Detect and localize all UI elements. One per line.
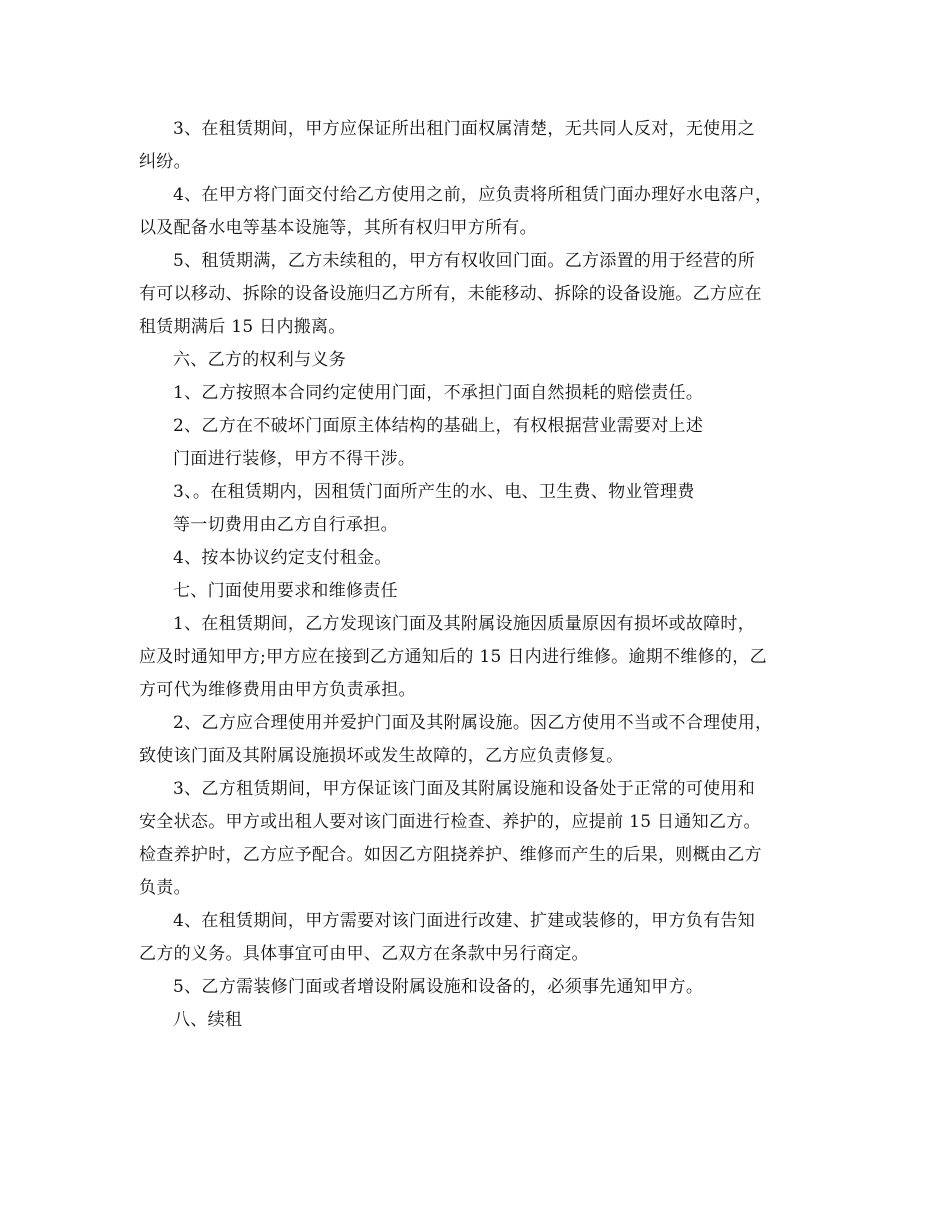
text-line: 5、乙方需装修门面或者增设附属设施和设备的，必须事先通知甲方。 (173, 977, 704, 997)
text-line: 七、门面使用要求和维修责任 (173, 581, 398, 601)
text-line: 八、续租 (173, 1010, 243, 1030)
text-line: 2、乙方应合理使用并爱护门面及其附属设施。因乙方使用不当或不合理使用， (173, 713, 773, 733)
text-line: 乙方的义务。具体事宜可由甲、乙双方在条款中另行商定。 (139, 944, 589, 964)
text-line: 3、。在租赁期内，因租赁门面所产生的水、电、卫生费、物业管理费 (173, 482, 695, 502)
text-line: 门面进行装修，甲方不得干涉。 (173, 449, 416, 469)
text-line: 4、在租赁期间，甲方需要对该门面进行改建、扩建或装修的，甲方负有告知 (173, 911, 756, 931)
text-line: 负责。 (139, 878, 191, 898)
text-line: 2、乙方在不破坏门面原主体结构的基础上，有权根据营业需要对上述 (173, 416, 704, 436)
text-line: 5、租赁期满，乙方未续租的，甲方有权收回门面。乙方添置的用于经营的所 (173, 251, 756, 271)
text-line: 六、乙方的权利与义务 (173, 350, 346, 370)
text-line: 有可以移动、拆除的设备设施归乙方所有，未能移动、拆除的设备设施。乙方应在 (139, 284, 762, 304)
text-line: 4、在甲方将门面交付给乙方使用之前，应负责将所租赁门面办理好水电落户， (173, 185, 773, 205)
text-line: 致使该门面及其附属设施损坏或发生故障的，乙方应负责修复。 (139, 746, 624, 766)
text-line: 4、按本协议约定支付租金。 (173, 548, 392, 568)
text-line: 3、乙方租赁期间，甲方保证该门面及其附属设施和设备处于正常的可使用和 (173, 779, 756, 799)
text-line: 租赁期满后 15 日内搬离。 (139, 317, 346, 337)
text-line: 方可代为维修费用由甲方负责承担。 (139, 680, 416, 700)
text-line: 检查养护时，乙方应予配合。如因乙方阻挠养护、维修而产生的后果，则概由乙方 (139, 845, 762, 865)
text-line: 应及时通知甲方;甲方应在接到乙方通知后的 15 日内进行维修。逾期不维修的，乙 (139, 647, 767, 667)
text-line: 1、乙方按照本合同约定使用门面，不承担门面自然损耗的赔偿责任。 (173, 383, 704, 403)
text-line: 1、在租赁期间，乙方发现该门面及其附属设施因质量原因有损坏或故障时， (173, 614, 756, 634)
text-line: 以及配备水电等基本设施等，其所有权归甲方所有。 (139, 218, 537, 238)
text-line: 等一切费用由乙方自行承担。 (173, 515, 398, 535)
text-line: 3、在租赁期间，甲方应保证所出租门面权属清楚，无共同人反对，无使用之 (173, 119, 756, 139)
text-line: 纠纷。 (139, 152, 191, 172)
text-line: 安全状态。甲方或出租人要对该门面进行检查、养护的，应提前 15 日通知乙方。 (139, 812, 761, 832)
document-body (139, 113, 829, 1037)
